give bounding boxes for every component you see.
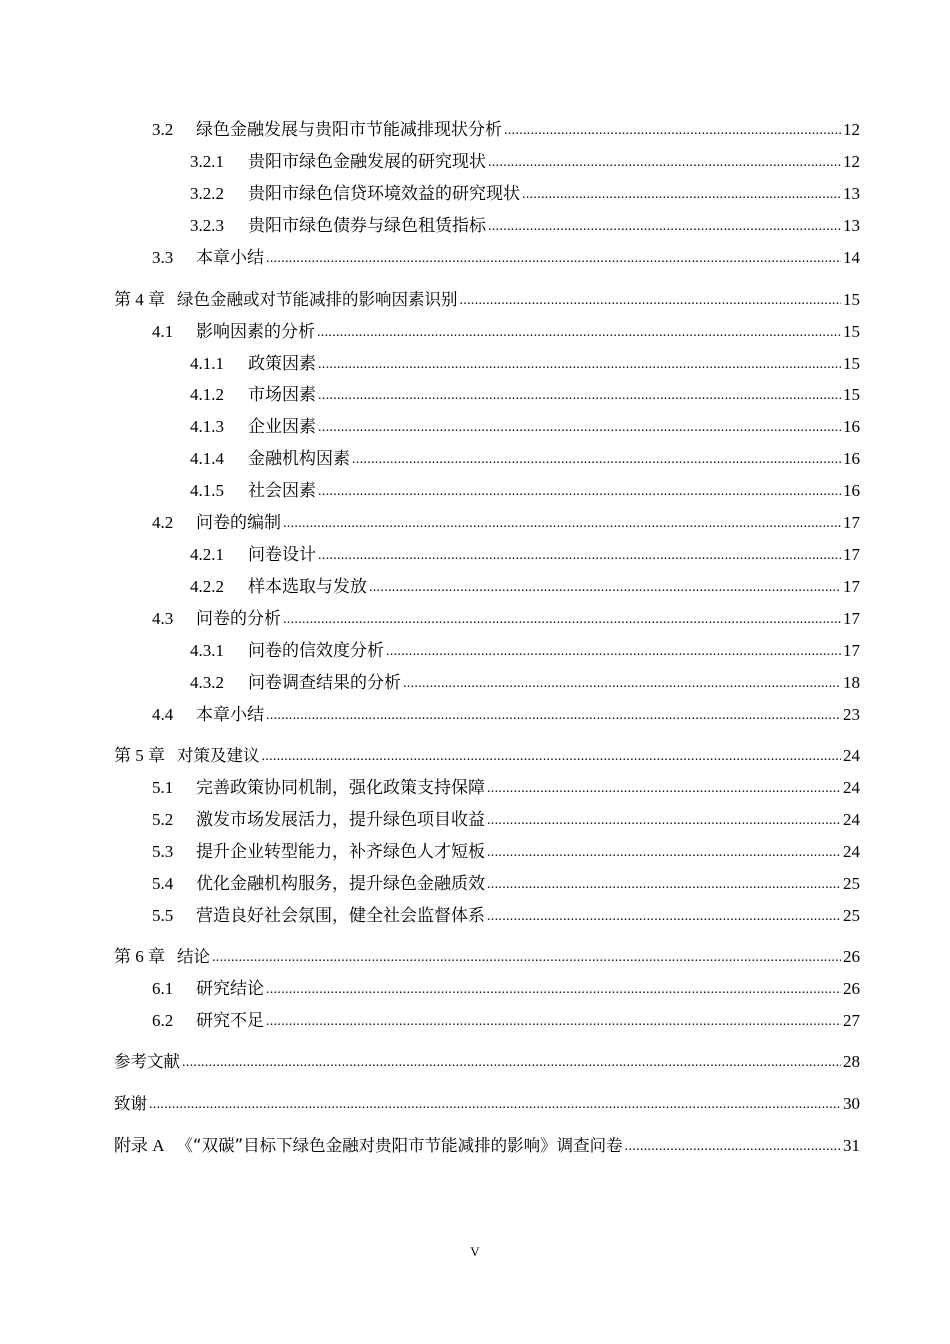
toc-entry-page: 15 (843, 354, 860, 373)
toc-entry-page: 18 (843, 673, 860, 692)
toc-entry-title: 结论 (177, 947, 210, 966)
toc-entry-title: 政策因素 (248, 354, 316, 373)
toc-entry-page: 25 (843, 874, 860, 893)
toc-entry[interactable] (190, 448, 860, 472)
toc-leader-dots (318, 479, 841, 503)
toc-entry-number: 3.3 (152, 248, 174, 267)
toc-leader-dots (266, 703, 841, 727)
toc-entry[interactable] (152, 873, 860, 897)
toc-entry[interactable] (152, 777, 860, 801)
toc-leader-dots (488, 150, 841, 174)
toc-entry-title: 对策及建议 (177, 746, 260, 765)
toc-leader-dots (266, 977, 841, 1001)
toc-entry[interactable] (190, 183, 860, 207)
toc-entry-title: 激发市场发展活力，提升绿色项目收益 (196, 810, 485, 829)
toc-entry[interactable] (152, 809, 860, 833)
toc-entry-title: 研究结论 (196, 979, 264, 998)
toc-entry-page: 12 (843, 152, 860, 171)
toc-entry-title: 问卷的信效度分析 (248, 641, 384, 660)
toc-leader-dots (504, 118, 841, 142)
toc-chapter-entry[interactable] (114, 745, 860, 769)
toc-leader-dots (352, 447, 841, 471)
toc-entry[interactable] (152, 247, 860, 271)
toc-leader-dots (262, 744, 842, 768)
toc-entry-page: 24 (843, 746, 860, 765)
toc-chapter-entry[interactable] (114, 289, 860, 313)
toc-chapter-entry[interactable] (114, 1051, 860, 1075)
toc-entry-number: 4.1 (152, 322, 174, 341)
toc-entry-title: 影响因素的分析 (196, 322, 315, 341)
toc-entry[interactable] (152, 512, 860, 536)
toc-entry-number: 第 5 章 (114, 746, 165, 765)
toc-entry-title: 贵阳市绿色金融发展的研究现状 (248, 152, 486, 171)
toc-entry[interactable] (152, 905, 860, 929)
toc-entry[interactable] (190, 384, 860, 408)
toc-leader-dots (487, 808, 841, 832)
toc-entry-number: 4.2.2 (190, 577, 224, 596)
toc-entry-page: 28 (843, 1052, 860, 1071)
toc-entry-page: 12 (843, 120, 860, 139)
toc-leader-dots (318, 352, 841, 376)
toc-entry-number: 5.5 (152, 906, 174, 925)
toc-entry-number: 4.2 (152, 513, 174, 532)
toc-leader-dots (283, 607, 841, 631)
page-number-footer: V (470, 1244, 480, 1259)
toc-chapter-entry[interactable] (114, 1093, 860, 1117)
toc-entry-page: 24 (843, 778, 860, 797)
toc-leader-dots (522, 182, 841, 206)
toc-leader-dots (487, 872, 841, 896)
toc-chapter-entry[interactable] (114, 1135, 860, 1159)
toc-leader-dots (487, 840, 841, 864)
toc-entry-title: 问卷的分析 (196, 609, 281, 628)
toc-entry-number: 6.2 (152, 1011, 174, 1030)
toc-entry-page: 15 (843, 290, 860, 309)
toc-leader-dots (317, 320, 841, 344)
toc-entry-title: 企业因素 (248, 417, 316, 436)
toc-entry-title: 研究不足 (196, 1011, 264, 1030)
toc-entry-title: 问卷设计 (248, 545, 316, 564)
toc-entry[interactable] (152, 978, 860, 1002)
toc-entry[interactable] (152, 119, 860, 143)
toc-entry-page: 15 (843, 385, 860, 404)
toc-entry-page: 26 (843, 979, 860, 998)
toc-entry-page: 16 (843, 449, 860, 468)
toc-leader-dots (369, 575, 841, 599)
toc-leader-dots (149, 1092, 841, 1116)
toc-entry-number: 5.1 (152, 778, 174, 797)
toc-entry[interactable] (190, 215, 860, 239)
toc-entry-title: 致谢 (114, 1094, 147, 1113)
toc-entry-number: 5.3 (152, 842, 174, 861)
toc-entry-title: 贵阳市绿色信贷环境效益的研究现状 (248, 184, 520, 203)
toc-entry-title: 贵阳市绿色债券与绿色租赁指标 (248, 216, 486, 235)
toc-entry-number: 3.2.1 (190, 152, 224, 171)
toc-entry-page: 25 (843, 906, 860, 925)
toc-leader-dots (182, 1050, 841, 1074)
toc-entry[interactable] (152, 841, 860, 865)
toc-leader-dots (318, 415, 841, 439)
toc-entry-title: 问卷的编制 (196, 513, 281, 532)
toc-entry-number: 3.2 (152, 120, 174, 139)
toc-leader-dots (488, 214, 841, 238)
toc-entry-page: 17 (843, 577, 860, 596)
toc-entry-page: 23 (843, 705, 860, 724)
toc-entry-title: 市场因素 (248, 385, 316, 404)
toc-entry-title: 绿色金融发展与贵阳市节能减排现状分析 (196, 120, 502, 139)
toc-entry-title: 本章小结 (196, 248, 264, 267)
toc-entry-number: 4.3.2 (190, 673, 224, 692)
toc-entry-title: 样本选取与发放 (248, 577, 367, 596)
toc-entry-title: 提升企业转型能力，补齐绿色人才短板 (196, 842, 485, 861)
toc-entry-title: 金融机构因素 (248, 449, 350, 468)
toc-entry-number: 6.1 (152, 979, 174, 998)
toc-entry-number: 第 4 章 (114, 290, 165, 309)
toc-entry-number: 4.1.2 (190, 385, 224, 404)
toc-entry[interactable] (152, 608, 860, 632)
toc-entry-number: 4.1.4 (190, 449, 224, 468)
toc-entry-page: 13 (843, 216, 860, 235)
toc-leader-dots (487, 776, 841, 800)
toc-entry-page: 17 (843, 513, 860, 532)
toc-entry[interactable] (152, 1010, 860, 1034)
toc-entry[interactable] (190, 151, 860, 175)
toc-entry-number: 5.2 (152, 810, 174, 829)
toc-entry-number: 3.2.3 (190, 216, 224, 235)
toc-entry-number: 4.3 (152, 609, 174, 628)
toc-entry[interactable] (190, 640, 860, 664)
toc-entry[interactable] (190, 480, 860, 504)
toc-entry-page: 15 (843, 322, 860, 341)
toc-leader-dots (460, 288, 842, 312)
toc-leader-dots (625, 1134, 841, 1158)
toc-entry[interactable] (190, 353, 860, 377)
toc-entry-number: 4.4 (152, 705, 174, 724)
toc-entry-title: 《“双碳”目标下绿色金融对贵阳市节能减排的影响》调查问卷 (176, 1136, 623, 1155)
toc-entry-title: 本章小结 (196, 705, 264, 724)
toc-entry-number: 第 6 章 (114, 947, 165, 966)
toc-entry-number: 4.1.1 (190, 354, 224, 373)
toc-entry[interactable] (190, 544, 860, 568)
toc-entry-number: 4.1.3 (190, 417, 224, 436)
toc-leader-dots (487, 904, 841, 928)
toc-entry-page: 17 (843, 609, 860, 628)
toc-entry-page: 26 (843, 947, 860, 966)
toc-entry-page: 17 (843, 641, 860, 660)
toc-entry-page: 27 (843, 1011, 860, 1030)
toc-entry[interactable] (190, 416, 860, 440)
toc-entry-number: 4.2.1 (190, 545, 224, 564)
toc-entry-page: 24 (843, 842, 860, 861)
toc-entry-page: 16 (843, 417, 860, 436)
toc-entry-page: 13 (843, 184, 860, 203)
toc-leader-dots (212, 945, 841, 969)
toc-entry-title: 参考文献 (114, 1052, 180, 1071)
toc-entry[interactable] (152, 321, 860, 345)
toc-entry[interactable] (190, 576, 860, 600)
toc-entry-page: 24 (843, 810, 860, 829)
toc-entry[interactable] (152, 704, 860, 728)
toc-entry-title: 绿色金融或对节能减排的影响因素识别 (177, 290, 458, 309)
toc-entry-number: 附录 A (114, 1136, 165, 1155)
toc-chapter-entry[interactable] (114, 946, 860, 970)
toc-entry-page: 17 (843, 545, 860, 564)
toc-entry-title: 优化金融机构服务，提升绿色金融质效 (196, 874, 485, 893)
toc-entry-title: 营造良好社会氛围，健全社会监督体系 (196, 906, 485, 925)
toc-entry-page: 31 (843, 1136, 860, 1155)
toc-leader-dots (283, 511, 841, 535)
toc-leader-dots (266, 246, 841, 270)
toc-entry-title: 问卷调查结果的分析 (248, 673, 401, 692)
toc-leader-dots (318, 383, 841, 407)
toc-leader-dots (266, 1009, 841, 1033)
toc-leader-dots (318, 543, 841, 567)
toc-entry-number: 5.4 (152, 874, 174, 893)
toc-entry-page: 16 (843, 481, 860, 500)
toc-entry-title: 完善政策协同机制，强化政策支持保障 (196, 778, 485, 797)
toc-entry-number: 4.3.1 (190, 641, 224, 660)
toc-entry-number: 3.2.2 (190, 184, 224, 203)
toc-entry[interactable] (190, 672, 860, 696)
toc-entry-page: 30 (843, 1094, 860, 1113)
toc-leader-dots (403, 671, 841, 695)
toc-entry-title: 社会因素 (248, 481, 316, 500)
toc-entry-number: 4.1.5 (190, 481, 224, 500)
toc-entry-page: 14 (843, 248, 860, 267)
toc-leader-dots (386, 639, 841, 663)
